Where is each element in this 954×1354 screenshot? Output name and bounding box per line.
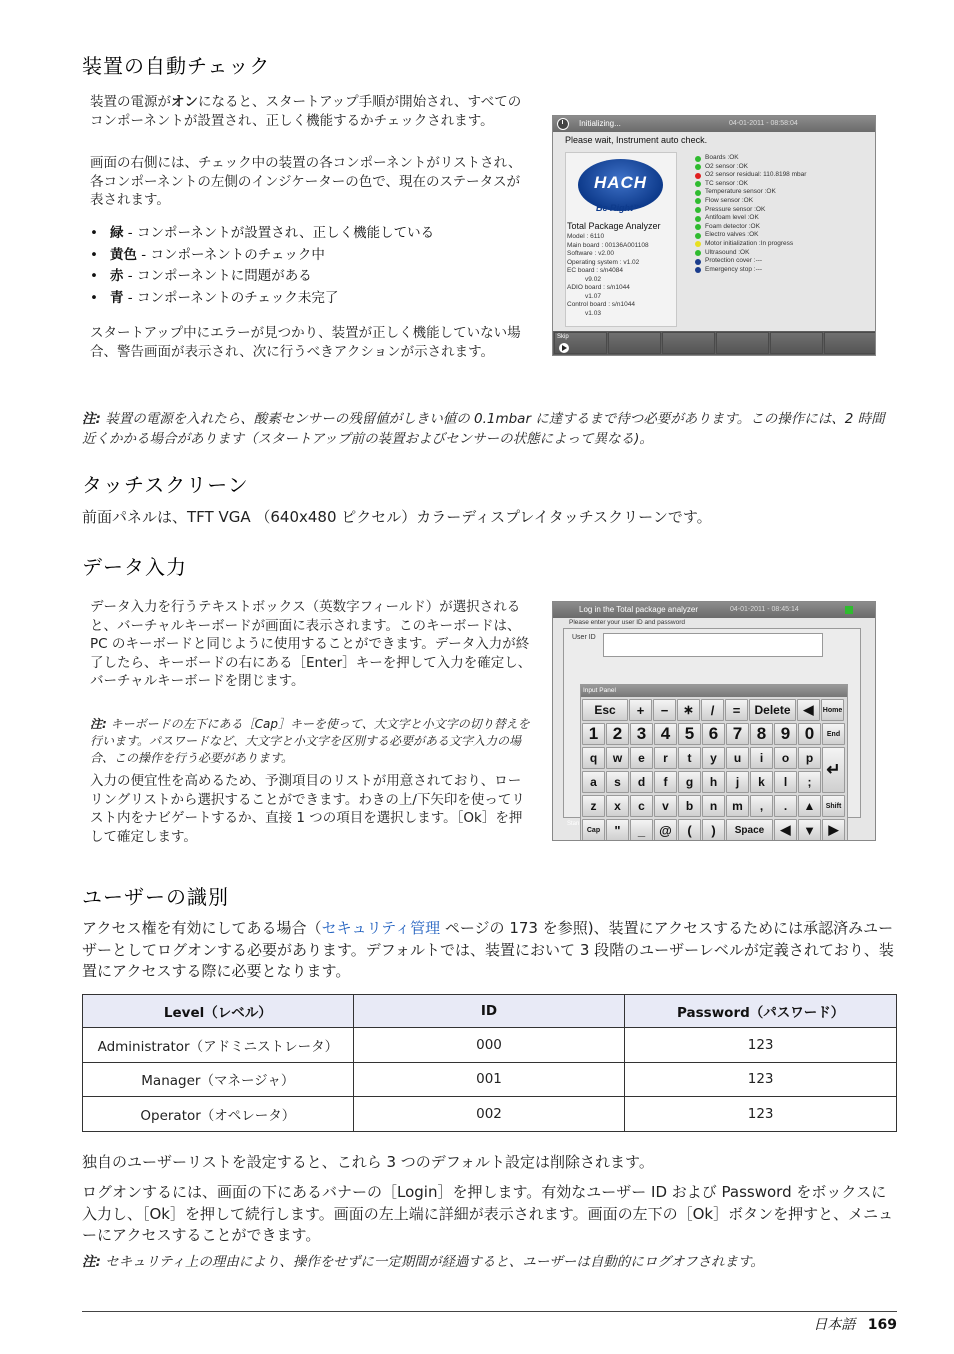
keyboard-key[interactable]: 5 — [678, 723, 701, 745]
stan-label: Stan — [567, 821, 580, 827]
product-name: Total Package Analyzer — [567, 221, 661, 231]
status-row — [695, 214, 806, 223]
instrument-info-lines: Model : 6110 Main board : 00136A001108 Software : v2.00 Operating system : v1.02 EC board : s/n4084 v9.02 ADIO board : s/n1044 v1.07 Control board : s/n1044 v1.03 — [567, 233, 649, 317]
heading-data-entry: データ入力 — [82, 555, 187, 579]
table-cell: 123 — [625, 1028, 897, 1063]
page-number: 169 — [867, 1317, 897, 1333]
column-header: ID — [353, 995, 625, 1028]
init-titlebar — [553, 116, 875, 132]
status-label: Foam detector :OK — [705, 222, 760, 230]
bold-text: 緑 — [110, 225, 124, 241]
text: - コンポーネントのチェック中 — [137, 246, 325, 263]
column-header: Level（レベル） — [83, 995, 354, 1028]
status-indicator-dot — [695, 198, 701, 204]
keyboard-key[interactable]: u — [726, 747, 749, 769]
instrument-info-box — [565, 152, 677, 327]
keyboard-key[interactable]: Shift — [822, 795, 845, 817]
keyboard-key[interactable]: l — [774, 771, 797, 793]
keyboard-key[interactable]: " — [606, 819, 629, 841]
note-label: 注: — [82, 411, 101, 427]
init-datetime: 04-01-2011 - 08:58:04 — [729, 120, 798, 127]
note-auto-logoff — [82, 1252, 897, 1272]
login-datetime: 04-01-2011 - 08:45:14 — [730, 606, 799, 613]
table-cell: 000 — [353, 1028, 625, 1063]
status-row — [695, 266, 806, 275]
status-label: TC sensor :OK — [705, 179, 748, 187]
keyboard-key[interactable]: 9 — [774, 723, 797, 745]
auto-check-para2: 画面の右側には、チェック中の装置の各コンポーネントがリストされ、各コンポーネントの左側のインジケーターの色で、現在のステータスが表されます。 — [90, 155, 522, 208]
status-indicator-dot — [695, 156, 701, 162]
keyboard-key[interactable]: o — [774, 747, 797, 769]
status-row — [695, 163, 806, 172]
init-title: Initializing... — [579, 119, 621, 128]
bar-button[interactable] — [716, 332, 769, 354]
footer-language: 日本語 — [813, 1317, 856, 1333]
status-label: Boards :OK — [705, 154, 739, 161]
table-cell: 002 — [353, 1097, 625, 1132]
status-row — [695, 257, 806, 266]
keyboard-key[interactable]: + — [629, 699, 652, 721]
keyboard-key[interactable]: − — [653, 699, 676, 721]
heading-auto-check: 装置の自動チェック — [82, 54, 271, 78]
bold-text: オン — [171, 94, 198, 110]
keyboard-key[interactable]: g — [678, 771, 701, 793]
bold-text: 赤 — [110, 268, 124, 284]
keyboard-key[interactable]: 1 — [582, 723, 605, 745]
keyboard-key[interactable]: Home — [821, 699, 844, 721]
status-label: O2 sensor residual: 110.8198 mbar — [705, 171, 807, 179]
wait-message: Please wait, Instrument auto check. — [565, 135, 708, 145]
tagline: Be Right™ — [596, 203, 642, 213]
skip-icon — [559, 343, 569, 353]
status-row — [695, 240, 806, 249]
heading-touchscreen: タッチスクリーン — [82, 473, 249, 497]
status-row — [695, 154, 806, 163]
keyboard-key[interactable]: 7 — [726, 723, 749, 745]
auto-check-para1 — [90, 93, 532, 130]
text: 装置の電源が — [90, 94, 171, 110]
status-indicator-dot — [695, 207, 701, 213]
keyboard-key[interactable]: p — [798, 747, 821, 769]
user-id-para1 — [82, 918, 897, 983]
list-item — [86, 245, 532, 267]
keyboard-key[interactable]: 6 — [702, 723, 725, 745]
userid-input[interactable] — [603, 633, 823, 657]
keyboard-key[interactable]: ; — [798, 771, 821, 793]
status-row — [695, 180, 806, 189]
status-indicator-dot — [695, 216, 701, 222]
keyboard-key[interactable]: x — [606, 795, 629, 817]
status-indicator-dot — [695, 173, 701, 179]
note-text: 装置の電源を入れたら、酸素センサーの残留値がしきい値の 0.1mbar に達するまで待つ必要があります。この操作には、2 時間近くかかる場合があります（スタートアップ前の装置およびセンサーの状態によって異なる)。 — [82, 411, 885, 447]
keyboard-title: Input Panel — [581, 685, 847, 697]
text: になると、スタートアップ手順が開始され、すべてのコンポーネントが設置され、正しく機能するかチェックされます。 — [90, 94, 522, 129]
component-status-list — [695, 154, 806, 274]
keyboard-key[interactable]: , — [750, 795, 773, 817]
status-label: Pressure sensor :OK — [705, 205, 766, 213]
init-bottom-bar — [553, 331, 875, 355]
keyboard-key[interactable]: End — [822, 723, 845, 745]
list-item — [86, 223, 532, 245]
data-entry-para1: データ入力を行うテキストボックス（英数字フィールド）が選択されると、バーチャルキーボードが画面に表示されます。このキーボードは、PC のキーボードと同じように使用することができます。データ入力が終了したら、キーボードの右にある［Enter］キーを押して入力を確定し、バーチャルキーボードを閉じます。 — [90, 599, 532, 689]
status-label: Motor initialization :In progress — [705, 239, 794, 247]
note-label: 注: — [90, 717, 107, 731]
status-label: Electro valves :OK — [705, 231, 759, 239]
status-indicator-dot — [695, 267, 701, 273]
status-label: Emergency stop :--- — [705, 265, 763, 273]
table-row — [83, 1097, 897, 1132]
keyboard-key[interactable]: ∗ — [677, 699, 700, 721]
table-cell: 123 — [625, 1062, 897, 1097]
status-label: Temperature sensor :OK — [705, 188, 776, 196]
keyboard-key[interactable]: d — [630, 771, 653, 793]
data-entry-para2: 入力の便宜性を高めるため、予測項目のリストが用意されており、ローリングリストから選択することができます。わきの上/下矢印を使ってリスト内をナビゲートするか、直接 1 つの項目を選択します。［Ok］を押して確定します。 — [90, 773, 525, 845]
table-cell: 001 — [353, 1062, 625, 1097]
status-indicator-dot — [695, 250, 701, 256]
bold-text: 青 — [110, 289, 124, 306]
keyboard-key[interactable]: Space — [726, 819, 773, 841]
status-indicator-dot — [695, 233, 701, 239]
column-header: Password（パスワード） — [625, 995, 897, 1028]
status-indicator-dot — [695, 259, 701, 265]
note-text: セキュリティ上の理由により、操作をせずに一定期間が経過すると、ユーザーは自動的にログオフされます。 — [100, 1254, 764, 1270]
table-cell: Operator（オペレータ） — [83, 1097, 354, 1132]
table-header-row — [83, 995, 897, 1028]
keyboard-key[interactable]: . — [774, 795, 797, 817]
status-indicator-dot — [695, 181, 701, 187]
bar-button[interactable] — [824, 332, 876, 354]
table-cell: Manager（マネージャ） — [83, 1062, 354, 1097]
status-row — [695, 206, 806, 215]
table-row — [83, 1062, 897, 1097]
keyboard-key[interactable]: a — [582, 771, 605, 793]
table-cell: Administrator（アドミニストレータ） — [83, 1028, 354, 1063]
table-cell: 123 — [625, 1097, 897, 1132]
keyboard-key[interactable]: w — [606, 747, 629, 769]
keyboard-key[interactable]: / — [701, 699, 724, 721]
keyboard-key[interactable]: ◀ — [797, 699, 820, 721]
table-row — [83, 1028, 897, 1063]
status-label: Flow sensor :OK — [705, 196, 754, 204]
status-row — [695, 197, 806, 206]
status-row — [695, 188, 806, 197]
keyboard-key[interactable]: t — [678, 747, 701, 769]
skip-label: Skip — [557, 334, 569, 340]
note-oxygen-sensor — [82, 409, 897, 449]
page-footer — [780, 1314, 897, 1334]
status-row — [695, 249, 806, 258]
keyboard-key[interactable]: y — [702, 747, 725, 769]
status-color-list — [86, 223, 532, 309]
list-item — [86, 288, 532, 310]
keyboard-key[interactable]: j — [726, 771, 749, 793]
login-titlebar — [553, 602, 875, 618]
note-label: 注: — [82, 1254, 101, 1270]
keyboard-key[interactable]: b — [678, 795, 701, 817]
init-screen-image — [552, 115, 876, 356]
keyboard-key[interactable]: h — [702, 771, 725, 793]
keyboard-key[interactable]: k — [750, 771, 773, 793]
keyboard-key[interactable]: ▶ — [822, 819, 845, 841]
keyboard-key[interactable]: n — [702, 795, 725, 817]
footer-rule — [82, 1311, 897, 1312]
keyboard-key[interactable]: 3 — [630, 723, 653, 745]
bar-button[interactable] — [770, 332, 823, 354]
status-indicator-dot — [695, 190, 701, 196]
status-label: Protection cover :--- — [705, 257, 763, 265]
text: - コンポーネントに問題がある — [123, 268, 312, 284]
keyboard-key[interactable]: 4 — [654, 723, 677, 745]
keyboard-key[interactable]: c — [630, 795, 653, 817]
keyboard-key[interactable]: @ — [654, 819, 677, 841]
status-indicator-dot — [695, 164, 701, 170]
keyboard-key[interactable]: q — [582, 747, 605, 769]
keyboard-key[interactable]: Esc — [582, 699, 628, 721]
touchscreen-para: 前面パネルは、TFT VGA （640x480 ピクセル）カラーディスプレイタッチスクリーンです。 — [82, 508, 712, 526]
keyboard-key[interactable]: ▲ — [798, 795, 821, 817]
keyboard-key[interactable]: 0 — [798, 723, 821, 745]
keyboard-key[interactable]: ( — [678, 819, 701, 841]
login-title: Log in the Total package analyzer — [579, 605, 699, 614]
status-label: Antifoam level :OK — [705, 214, 759, 222]
keyboard-key[interactable]: m — [726, 795, 749, 817]
login-prompt: Please enter your user ID and password — [569, 619, 685, 626]
keyboard-key[interactable]: 8 — [750, 723, 773, 745]
keyboard-key[interactable]: _ — [630, 819, 653, 841]
keyboard-key[interactable]: Cap — [582, 819, 605, 841]
keyboard-key[interactable]: Delete — [749, 699, 796, 721]
skip-button[interactable] — [554, 332, 607, 354]
logo-text: HACH — [593, 173, 648, 192]
heading-user-id: ユーザーの識別 — [82, 885, 229, 909]
keyboard-key[interactable]: s — [606, 771, 629, 793]
keyboard-key[interactable]: z — [582, 795, 605, 817]
status-indicator-dot — [695, 224, 701, 230]
keyboard-key[interactable]: v — [654, 795, 677, 817]
user-id-para2: 独自のユーザーリストを設定すると、これら 3 つのデフォルト設定は削除されます。 — [82, 1153, 654, 1171]
note-cap-key — [90, 716, 532, 767]
status-row — [695, 171, 806, 180]
text: アクセス権を有効にしてある場合（ — [82, 919, 322, 937]
userid-label: User ID — [572, 634, 596, 641]
clock-icon — [557, 118, 569, 130]
keyboard-key[interactable]: i — [750, 747, 773, 769]
login-screen-image — [552, 601, 876, 841]
text: - コンポーネントが設置され、正しく機能している — [123, 225, 435, 241]
status-row — [695, 231, 806, 240]
virtual-keyboard — [580, 684, 848, 841]
keyboard-key[interactable]: ▼ — [798, 819, 821, 841]
note-text: キーボードの左下にある［Cap］キーを使って、大文字と小文字の切り替えを行います。パスワードなど、大文字と小文字を区別する必要がある文字入力の場合、この操作を行う必要があります。 — [90, 717, 530, 765]
bold-text: 黄色 — [110, 246, 137, 263]
auto-check-para3: スタートアップ中にエラーが見つかり、装置が正しく機能していない場合、警告画面が表示され、次に行うべきアクションが示されます。 — [90, 325, 521, 360]
security-management-link[interactable]: セキュリティ管理 — [321, 919, 441, 937]
text: - コンポーネントのチェック未完了 — [123, 289, 339, 306]
user-id-para3: ログオンするには、画面の下にあるバナーの［Login］を押します。有効なユーザー ID および Password をボックスに入力し、［Ok］を押して続行します。画面の左上端に詳細が表示されます。画面の左下の［Ok］ボタンを押すと、メニューにアクセスすることができます。 — [82, 1183, 894, 1244]
user-levels-table — [82, 994, 897, 1132]
status-indicator-dot — [695, 241, 701, 247]
keyboard-key[interactable]: = — [725, 699, 748, 721]
status-label: O2 sensor :OK — [705, 162, 748, 170]
keyboard-key[interactable]: f — [654, 771, 677, 793]
list-item — [86, 266, 532, 288]
keyboard-key[interactable]: ↵ — [822, 747, 845, 793]
status-indicator — [845, 606, 853, 614]
keyboard-key[interactable]: e — [630, 747, 653, 769]
status-label: Ultrasound :OK — [705, 248, 750, 256]
keyboard-key[interactable]: r — [654, 747, 677, 769]
keyboard-key[interactable]: ◀ — [774, 819, 797, 841]
bar-button[interactable] — [608, 332, 661, 354]
keyboard-key[interactable]: ) — [702, 819, 725, 841]
text: ページの 173 を参照)、装置にアクセスするためには承認済みユーザーとしてログオンする必要があります。デフォルトでは、装置において 3 段階のユーザーレベルが定義されており、装置にアクセスする際に必要となります。 — [82, 919, 894, 980]
keyboard-key[interactable]: 2 — [606, 723, 629, 745]
bar-button[interactable] — [662, 332, 715, 354]
status-row — [695, 223, 806, 232]
